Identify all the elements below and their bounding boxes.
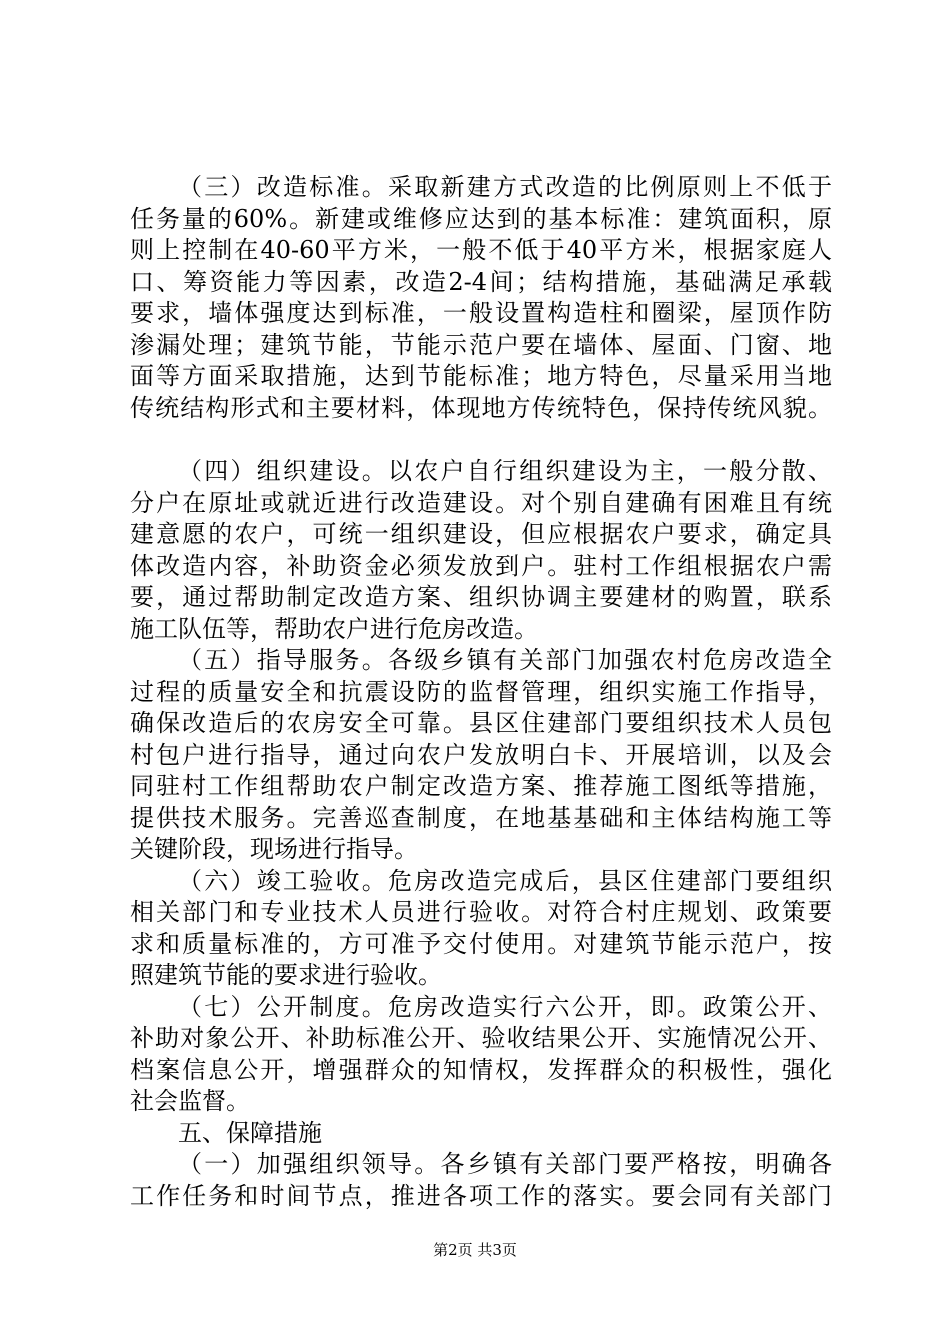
text-line: 要求，墙体强度达到标准，一般设置构造柱和圈梁，屋顶作防 (130, 299, 832, 327)
document-body (130, 172, 832, 1212)
text-line: 传统结构形式和主要材料，体现地方传统特色，保持传统风貌。 (130, 393, 832, 422)
page-number-label: 第2页 共3页 (433, 1241, 517, 1259)
paragraph-renovation-standards (130, 172, 832, 424)
text-line: 确保改造后的农房安全可靠。县区住建部门要组织技术人员包 (130, 709, 832, 737)
text-line: 照建筑节能的要求进行验收。 (130, 961, 442, 989)
text-line: 口、筹资能力等因素，改造2-4间；结构措施，基础满足承载 (130, 267, 832, 296)
paragraph-spacer (130, 424, 832, 456)
text-line: 分户在原址或就近进行改造建设。对个别自建确有困难且有统 (130, 488, 832, 517)
text-line: 关键阶段，现场进行指导。 (130, 835, 418, 863)
text-line: 补助对象公开、补助标准公开、验收结果公开、实施情况公开、 (130, 1024, 832, 1052)
text-line: 工作任务和时间节点，推进各项工作的落实。要会同有关部门 (130, 1181, 832, 1210)
text-line: 同驻村工作组帮助农户制定改造方案、推荐施工图纸等措施， (130, 772, 832, 800)
text-line: （六）竣工验收。危房改造完成后，县区住建部门要组织 (178, 866, 832, 895)
paragraph-organization-construction (130, 456, 832, 645)
text-line: 渗漏处理；建筑节能，节能示范户要在墙体、屋面、门窗、地 (130, 330, 832, 359)
paragraph-completion-acceptance (130, 866, 832, 992)
text-line: 过程的质量安全和抗震设防的监督管理，组织实施工作指导， (130, 677, 832, 706)
text-line: （七）公开制度。危房改造实行六公开，即。政策公开、 (178, 992, 832, 1021)
text-line: （五）指导服务。各级乡镇有关部门加强农村危房改造全 (178, 646, 832, 674)
text-line: 任务量的60%。新建或维修应达到的基本标准：建筑面积，原 (130, 204, 832, 233)
text-line: 相关部门和专业技术人员进行验收。对符合村庄规划、政策要 (130, 898, 832, 926)
text-line: 社会监督。 (130, 1087, 250, 1115)
text-line: （四）组织建设。以农户自行组织建设为主，一般分散、 (178, 457, 832, 485)
paragraph-guidance-service (130, 645, 832, 866)
paragraph-organization-leadership (130, 1149, 832, 1212)
section-heading-safeguards (130, 1118, 832, 1150)
text-line: 档案信息公开，增强群众的知情权，发挥群众的积极性，强化 (130, 1055, 832, 1084)
text-line: 体改造内容，补助资金必须发放到户。驻村工作组根据农户需 (130, 551, 832, 580)
text-line: 建意愿的农户，可统一组织建设，但应根据农户要求，确定具 (130, 520, 832, 548)
page-footer (0, 1240, 950, 1260)
text-line: 则上控制在40-60平方米，一般不低于40平方米，根据家庭人 (130, 236, 832, 264)
text-line: 提供技术服务。完善巡查制度，在地基基础和主体结构施工等 (130, 803, 832, 832)
text-line: 村包户进行指导，通过向农户发放明白卡、开展培训，以及会 (130, 740, 832, 769)
text-line: 施工队伍等，帮助农户进行危房改造。 (130, 614, 538, 643)
text-line: （一）加强组织领导。各乡镇有关部门要严格按，明确各 (178, 1150, 832, 1178)
text-line: 求和质量标准的，方可准予交付使用。对建筑节能示范户，按 (130, 929, 832, 958)
text-line: 面等方面采取措施，达到节能标准；地方特色，尽量采用当地 (130, 362, 832, 390)
text-line: （三）改造标准。采取新建方式改造的比例原则上不低于 (178, 173, 832, 201)
section-heading: 五、保障措施 (178, 1118, 322, 1147)
paragraph-public-disclosure (130, 992, 832, 1118)
text-line: 要，通过帮助制定改造方案、组织协调主要建材的购置，联系 (130, 583, 832, 611)
